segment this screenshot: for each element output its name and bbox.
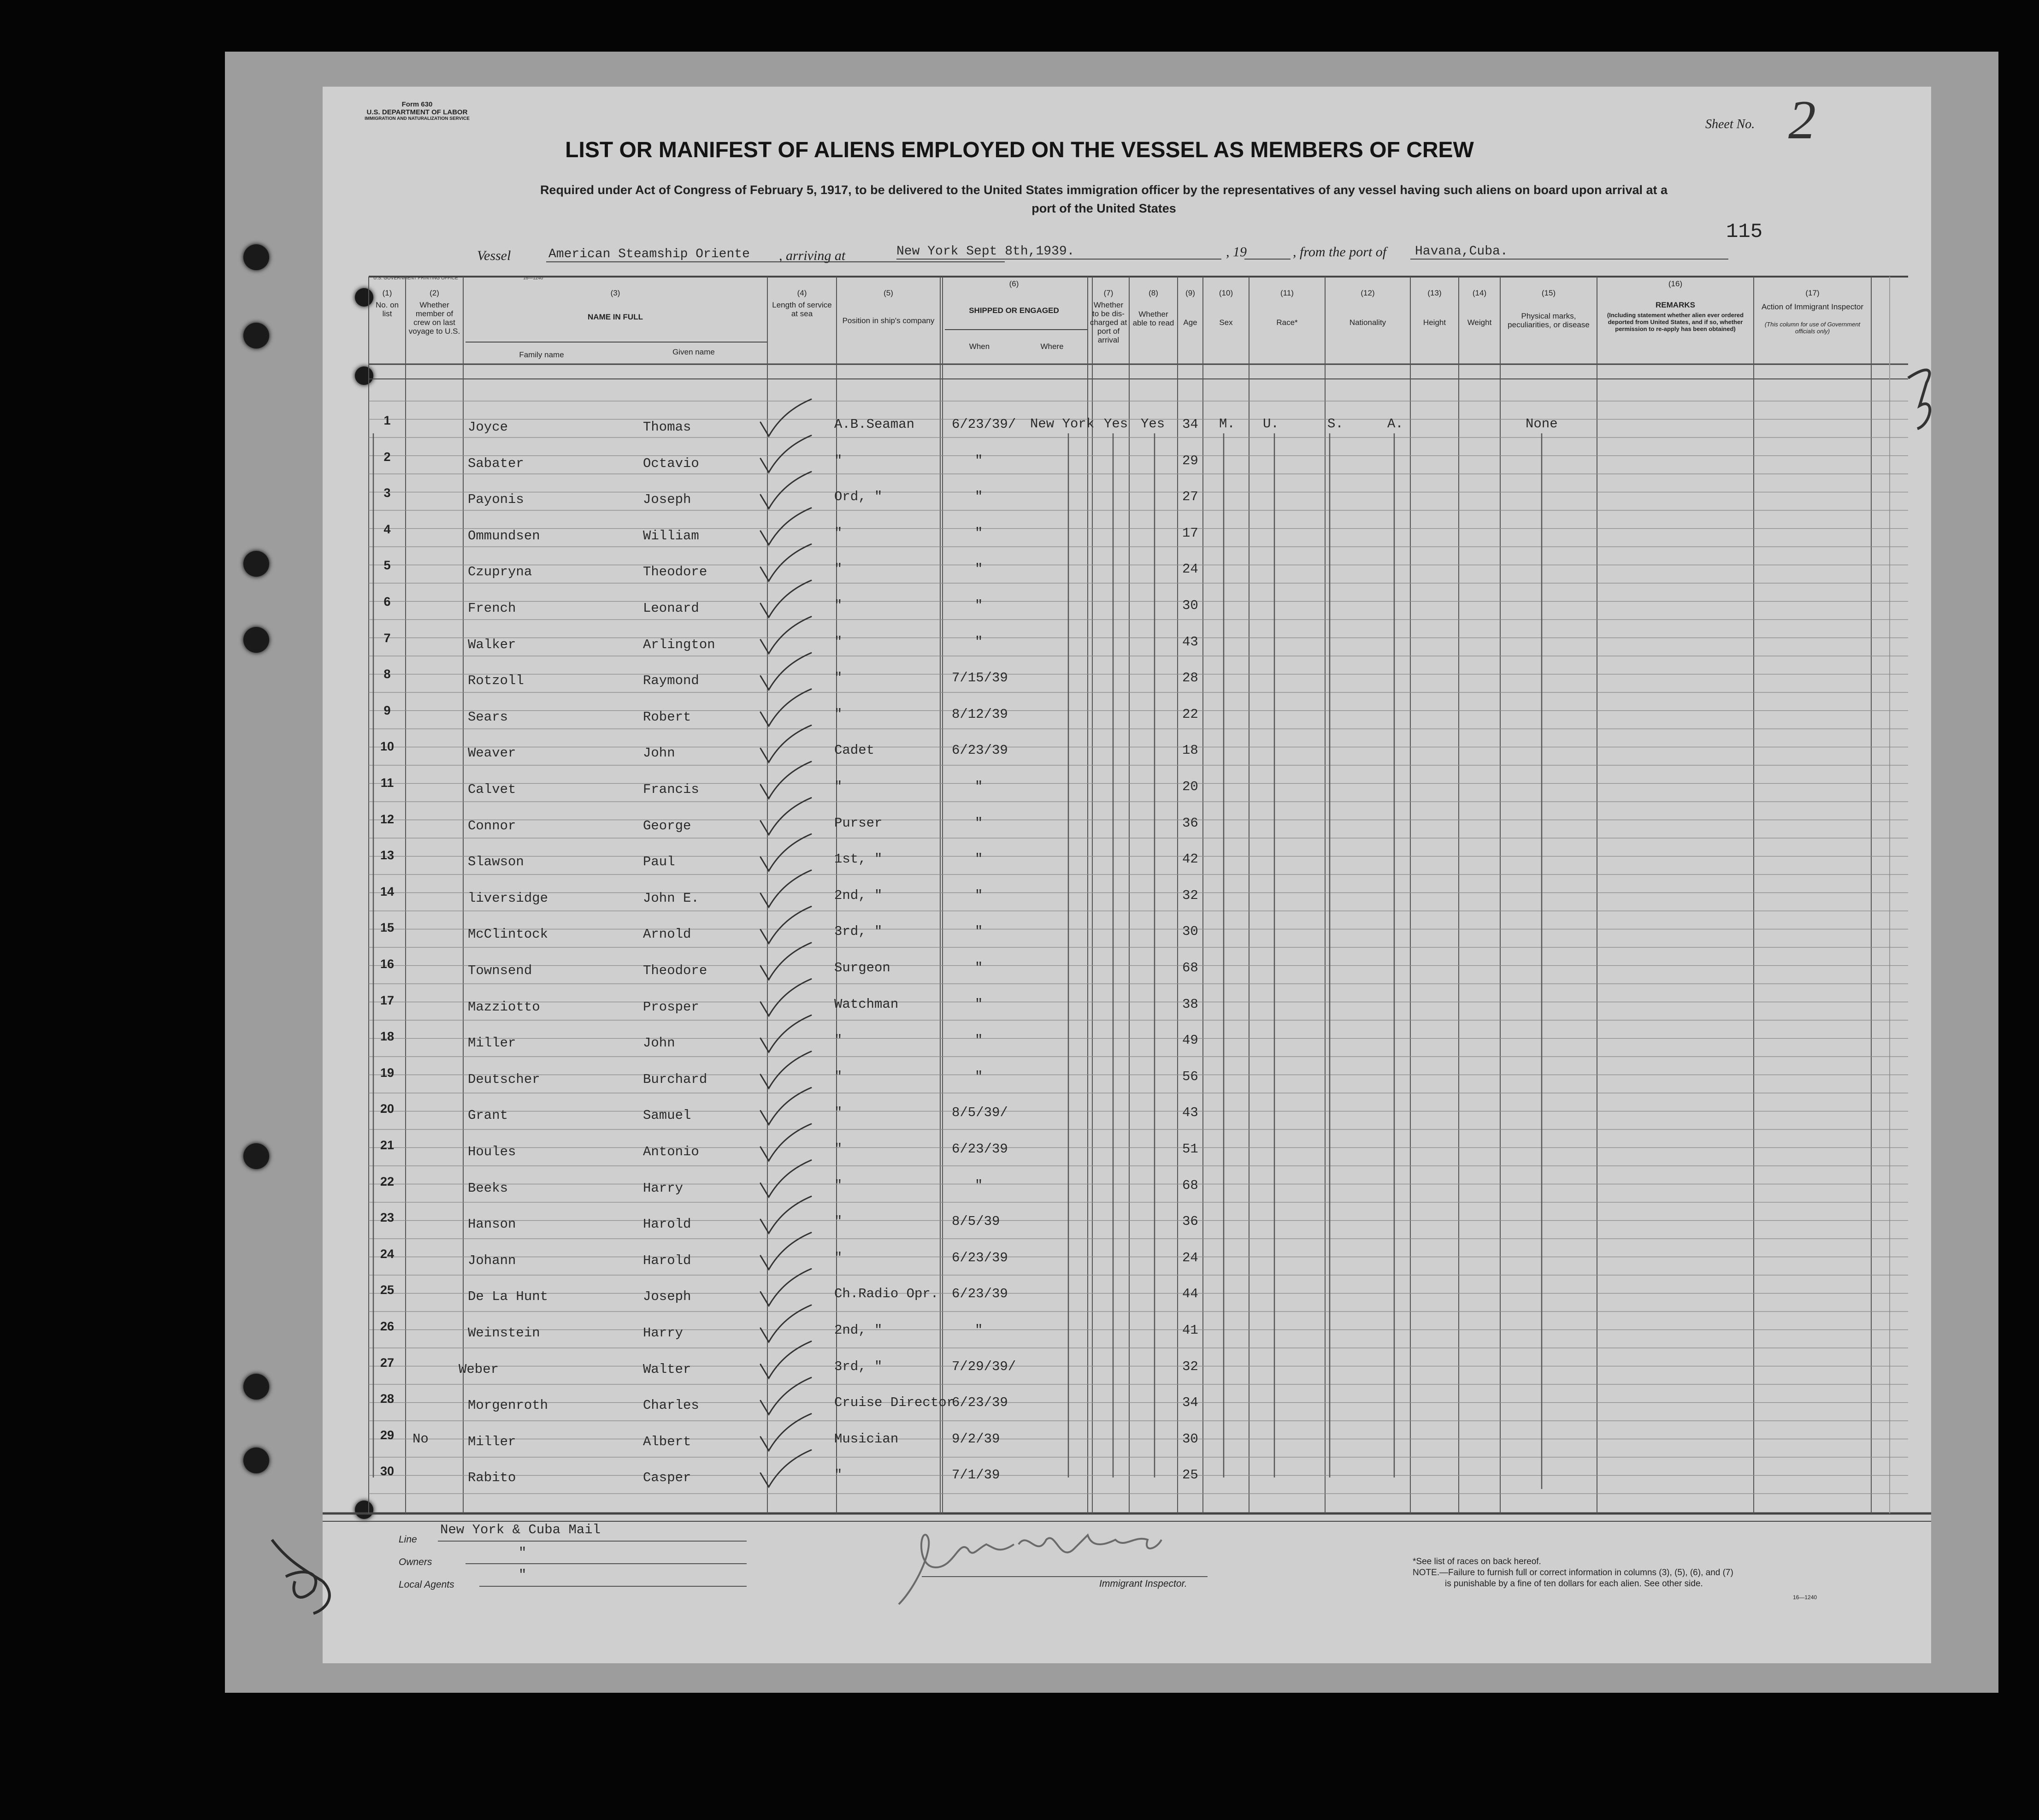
shipped-when: 8/5/39/ (952, 1105, 1008, 1121)
column-header-c13: Height (1423, 318, 1446, 327)
age: 24 (1182, 1250, 1198, 1265)
column-header-c2: Whether member of crew on last voyage to U.S. (408, 301, 460, 336)
age: 27 (1182, 489, 1198, 505)
service-check-mark (760, 508, 811, 545)
family-name: Sabater (468, 455, 524, 471)
given-name: Walter (643, 1361, 691, 1377)
age: 38 (1182, 996, 1198, 1012)
given-name: John (643, 1035, 675, 1051)
position: Ord, " (834, 489, 883, 505)
service-check-mark (760, 1015, 811, 1052)
row-number: 13 (380, 848, 395, 863)
family-name: Walker (468, 637, 516, 652)
row-number: 16 (380, 957, 395, 971)
row-number: 24 (380, 1247, 395, 1261)
family-name: De La Hunt (468, 1289, 548, 1305)
family-name: Calvet (468, 782, 516, 797)
position: 3rd, " (834, 924, 883, 940)
position: " (834, 1141, 843, 1157)
local-agents-label: Local Agents (399, 1579, 454, 1590)
shipped-when: 8/12/39 (952, 706, 1008, 722)
position: Watchman (834, 996, 899, 1012)
row-number: 14 (380, 884, 395, 898)
position: 2nd, " (834, 887, 883, 903)
age: 30 (1182, 598, 1198, 613)
column-header-c12: Nationality (1349, 318, 1386, 327)
family-name: Connor (468, 818, 516, 833)
failure-note: NOTE.—Failure to furnish full or correct information in columns (3), (5), (6), and (7) (1413, 1568, 1733, 1578)
arriving-value: New York Sept 8th,1939. (896, 244, 1075, 259)
column-number: (9) (1185, 289, 1195, 297)
service-check-mark (760, 653, 811, 690)
inspector-signature (899, 1535, 1161, 1604)
shipped-when: " (975, 887, 983, 903)
service-check-mark (760, 580, 811, 617)
age: 32 (1182, 1359, 1198, 1374)
column-header-c8: Whether able to read (1132, 310, 1174, 327)
position: Cruise Director (834, 1395, 955, 1411)
row-number: 21 (380, 1138, 395, 1152)
family-name: Deutscher (468, 1071, 540, 1087)
age: 30 (1182, 924, 1198, 940)
from-port-value: Havana,Cuba. (1415, 244, 1508, 259)
shipped-when: 6/23/39/ (952, 417, 1016, 432)
given-name: John E. (643, 890, 699, 906)
given-name: Theodore (643, 564, 707, 580)
row-number: 11 (380, 776, 394, 790)
service-check-mark (760, 1233, 811, 1270)
row1-where: New York (1030, 416, 1095, 431)
shipped-when: " (975, 996, 983, 1012)
given-name: Arlington (643, 637, 715, 652)
column-number: (2) (430, 289, 439, 297)
column-header-c7: Whether to be dis-charged at port of arrival (1090, 301, 1127, 344)
given-name: Octavio (643, 455, 699, 471)
given-name: Thomas (643, 420, 691, 435)
family-name: Weber (459, 1361, 499, 1377)
column-header-family-name: Family name (519, 350, 564, 359)
position: 1st, " (834, 851, 883, 867)
shipped-when: " (975, 1177, 983, 1193)
shipped-when: " (975, 525, 983, 541)
year-label: , 19 (1226, 244, 1247, 260)
column-number: (14) (1472, 289, 1487, 297)
service-check-mark (760, 1450, 811, 1487)
family-name: Ommundsen (468, 528, 540, 544)
position: Cadet (834, 743, 875, 758)
from-port-label: , from the port of (1293, 244, 1387, 260)
family-name: Czupryna (468, 564, 532, 580)
family-name: McClintock (468, 927, 548, 942)
shipped-when: 7/15/39 (952, 670, 1008, 686)
service-check-mark (760, 544, 811, 581)
column-header-c4: Length of service at sea (772, 301, 832, 318)
family-name: Weinstein (468, 1325, 540, 1341)
column-header-when: When (969, 342, 990, 351)
column-number: (12) (1361, 289, 1375, 297)
given-name: Albert (643, 1434, 691, 1449)
position: " (834, 634, 843, 650)
position: 3rd, " (834, 1359, 883, 1374)
column-header-c17: Action of Immigrant Inspector (1761, 302, 1864, 311)
shipped-when: " (975, 489, 983, 505)
shipped-when: 6/23/39 (952, 1395, 1008, 1411)
row-number: 26 (380, 1319, 395, 1333)
position: Ch.Radio Opr. (834, 1286, 939, 1302)
age: 68 (1182, 1177, 1198, 1193)
age: 44 (1182, 1286, 1198, 1302)
age: 36 (1182, 815, 1198, 831)
age: 20 (1182, 779, 1198, 794)
service-check-mark (760, 870, 811, 907)
row-number: 25 (380, 1283, 395, 1297)
family-name: Miller (468, 1434, 516, 1449)
column-header-shipped: SHIPPED OR ENGAGED (969, 306, 1059, 315)
row-number: 5 (383, 558, 391, 573)
tie-string (272, 1540, 330, 1613)
row-number: 15 (380, 921, 395, 935)
position: " (834, 670, 843, 686)
service-check-mark (760, 1341, 811, 1378)
manifest-title: LIST OR MANIFEST OF ALIENS EMPLOYED ON THE VESSEL AS MEMBERS OF CREW (565, 138, 1474, 162)
family-name: Hanson (468, 1217, 516, 1232)
service-check-mark (760, 979, 811, 1016)
family-name: Miller (468, 1035, 516, 1051)
row1-physical-marks: None (1526, 416, 1558, 431)
column-header-where: Where (1040, 342, 1064, 351)
row-number: 17 (380, 993, 395, 1007)
age: 18 (1182, 743, 1198, 758)
local-agents-value: " (519, 1567, 527, 1583)
column-number: (1) (382, 289, 392, 297)
line-label: Line (399, 1534, 417, 1545)
column-number: (10) (1219, 289, 1233, 297)
shipped-when: " (975, 779, 983, 794)
given-name: Joseph (643, 1289, 691, 1305)
position: " (834, 1033, 843, 1048)
row-number: 4 (383, 522, 391, 536)
shipped-when: " (975, 924, 983, 940)
column-number: (6) (1009, 279, 1019, 288)
age: 68 (1182, 960, 1198, 975)
column-number: (4) (797, 289, 807, 297)
given-name: William (643, 528, 699, 544)
family-name: Slawson (468, 854, 524, 870)
service-check-mark (760, 762, 811, 798)
given-name: Samuel (643, 1108, 691, 1123)
given-name: Theodore (643, 963, 707, 978)
shipped-when: " (975, 453, 983, 468)
position: Musician (834, 1431, 899, 1447)
fine-note: is punishable by a fine of ten dollars for each alien. See other side. (1445, 1579, 1703, 1589)
family-name: Mazziotto (468, 999, 540, 1015)
shipped-when: 7/29/39/ (952, 1359, 1016, 1374)
given-name: Francis (643, 782, 699, 797)
column-number: (17) (1805, 289, 1820, 297)
service-check-mark (760, 472, 811, 508)
vessel-label: Vessel (477, 248, 511, 263)
manifest-subtitle: Required under Act of Congress of February 5, 1917, to be delivered to the United States immigration officer by the representatives of any vessel having such aliens on board upon arrival at a port of the United States (540, 183, 1668, 215)
column-number: (11) (1280, 289, 1294, 297)
row-number: 28 (380, 1392, 395, 1406)
given-name: Burchard (643, 1071, 707, 1087)
family-name: Weaver (468, 745, 516, 761)
row-number: 18 (380, 1029, 395, 1044)
row-number: 20 (380, 1102, 395, 1116)
given-name: Robert (643, 709, 691, 725)
sheet-number-label: Sheet No. (1705, 117, 1755, 131)
column-number: (8) (1149, 289, 1158, 297)
line-value: New York & Cuba Mail (440, 1522, 601, 1537)
given-name: Harold (643, 1217, 691, 1232)
family-name: liversidge (468, 890, 548, 906)
row1-nationality-2: A. (1387, 416, 1403, 431)
given-name: Paul (643, 854, 675, 870)
age: 29 (1182, 453, 1198, 468)
shipped-when: 6/23/39 (952, 1286, 1008, 1302)
position: " (834, 453, 843, 468)
inspector-label: Immigrant Inspector. (1099, 1578, 1187, 1589)
row-number: 8 (383, 667, 391, 681)
row-number: 22 (380, 1174, 395, 1188)
form-id: Form 630 U.S. DEPARTMENT OF LABOR IMMIGRATION AND NATURALIZATION SERVICE (365, 100, 470, 121)
age: 36 (1182, 1214, 1198, 1229)
position: " (834, 1214, 843, 1229)
shipped-when: " (975, 851, 983, 867)
given-name: Casper (643, 1470, 691, 1486)
age: 56 (1182, 1069, 1198, 1084)
shipped-when: 8/5/39 (952, 1214, 1000, 1229)
position: 2nd, " (834, 1323, 883, 1338)
given-name: Prosper (643, 999, 699, 1015)
position: " (834, 706, 843, 722)
age: 30 (1182, 1431, 1198, 1447)
position: A.B.Seaman (834, 417, 915, 432)
family-name: Sears (468, 709, 508, 725)
age: 43 (1182, 634, 1198, 650)
column-header-given-name: Given name (672, 348, 715, 356)
age: 34 (1182, 1395, 1198, 1411)
shipped-when: " (975, 960, 983, 975)
service-check-mark (760, 399, 811, 436)
position: " (834, 525, 843, 541)
shipped-when: " (975, 598, 983, 613)
family-name: Townsend (468, 963, 532, 978)
column-number: (13) (1427, 289, 1442, 297)
row-number: 9 (383, 703, 391, 717)
sheet-number: 2 (1788, 89, 1816, 150)
given-name: Harry (643, 1180, 684, 1196)
row1-able-to-read: Yes (1141, 416, 1165, 431)
service-check-mark (760, 1305, 811, 1342)
row-number: 2 (383, 449, 391, 464)
column-header-c5: Position in ship's company (842, 316, 935, 325)
age: 25 (1182, 1467, 1198, 1483)
shipped-when: " (975, 1323, 983, 1338)
family-name: Johann (468, 1253, 516, 1268)
given-name: George (643, 818, 691, 833)
age: 49 (1182, 1033, 1198, 1048)
family-name: Beeks (468, 1180, 508, 1196)
row-number: 1 (383, 414, 391, 427)
family-name: Houles (468, 1144, 516, 1159)
service-check-mark (760, 1377, 811, 1414)
given-name: Charles (643, 1398, 699, 1413)
family-name: Grant (468, 1108, 508, 1123)
row-number: 23 (380, 1211, 395, 1225)
page-number: 115 (1726, 220, 1763, 243)
position: " (834, 1105, 843, 1121)
family-name: Morgenroth (468, 1398, 548, 1413)
shipped-when: 6/23/39 (952, 1250, 1008, 1265)
service-check-mark (760, 1052, 811, 1088)
row-number: 7 (383, 631, 391, 645)
row-number: 12 (380, 812, 395, 826)
owners-label: Owners (399, 1557, 432, 1567)
age: 22 (1182, 706, 1198, 722)
age: 51 (1182, 1141, 1198, 1157)
races-note: *See list of races on back hereof. (1413, 1557, 1541, 1566)
position: " (834, 561, 843, 577)
column-number: (3) (610, 289, 620, 297)
family-name: Joyce (468, 420, 508, 435)
family-name: Payonis (468, 492, 524, 508)
service-check-mark (760, 943, 811, 980)
given-name: Raymond (643, 673, 699, 689)
column-number: (15) (1541, 289, 1556, 297)
vessel-name: American Steamship Oriente (548, 247, 750, 261)
column-header-c9: Age (1183, 318, 1197, 327)
column-header-c17-note: (This column for use of Government officials only) (1764, 321, 1861, 335)
row1-discharged: Yes (1104, 416, 1128, 431)
column-header-c1: No. on list (375, 301, 399, 318)
shipped-when: 9/2/39 (952, 1431, 1000, 1447)
row-number: 30 (380, 1464, 395, 1478)
row1-race: U. (1263, 416, 1279, 431)
row-number: 27 (380, 1355, 395, 1370)
position: " (834, 1250, 843, 1265)
position: " (834, 1467, 843, 1483)
shipped-when: 7/1/39 (952, 1467, 1000, 1483)
given-name: Leonard (643, 601, 699, 616)
prior-voyage: No (413, 1431, 429, 1447)
row-number: 10 (380, 739, 395, 754)
margin-mark (1908, 370, 1930, 429)
column-number: (7) (1103, 289, 1114, 297)
owners-value: " (519, 1545, 527, 1560)
position: Surgeon (834, 960, 890, 975)
position: " (834, 1177, 843, 1193)
row-number: 6 (383, 595, 391, 609)
column-header-remarks: REMARKS (1656, 301, 1695, 309)
column-header-remarks-note: (Including statement whether alien ever ordered deported from United States, and if so, whether permission to re-apply has been obtained) (1607, 312, 1744, 332)
family-name: Rotzoll (468, 673, 524, 689)
age: 28 (1182, 670, 1198, 686)
position: " (834, 598, 843, 613)
service-check-mark (760, 617, 811, 654)
service-check-mark (760, 798, 811, 835)
shipped-when: " (975, 1033, 983, 1048)
given-name: Antonio (643, 1144, 699, 1159)
position: Purser (834, 815, 883, 831)
family-name: Rabito (468, 1470, 516, 1486)
service-check-mark (760, 436, 811, 473)
printing-office: U.S. GOVERNMENT PRINTING OFFICE (373, 276, 458, 281)
age: 42 (1182, 851, 1198, 867)
service-check-mark (760, 906, 811, 943)
column-number: (5) (884, 289, 893, 297)
family-name: French (468, 601, 516, 616)
shipped-when: " (975, 561, 983, 577)
given-name: Harold (643, 1253, 691, 1268)
service-check-mark (760, 1414, 811, 1451)
arriving-label: , arriving at (779, 248, 846, 263)
service-check-mark (760, 1196, 811, 1233)
service-check-mark (760, 689, 811, 726)
shipped-when: " (975, 634, 983, 650)
column-header-c14: Weight (1467, 318, 1492, 327)
given-name: Joseph (643, 492, 691, 508)
shipped-when: 6/23/39 (952, 743, 1008, 758)
age: 34 (1182, 417, 1198, 432)
column-header-c10: Sex (1219, 318, 1233, 327)
shipped-when: " (975, 815, 983, 831)
row-number: 3 (383, 486, 391, 500)
shipped-when: 6/23/39 (952, 1141, 1008, 1157)
print-code: 16—1240 (523, 276, 543, 281)
age: 43 (1182, 1105, 1198, 1121)
service-check-mark (760, 834, 811, 871)
given-name: Harry (643, 1325, 684, 1341)
service-check-mark (760, 725, 811, 762)
age: 24 (1182, 561, 1198, 577)
column-header-c15: Physical marks, peculiarities, or disease (1508, 312, 1590, 329)
shipped-when: " (975, 1069, 983, 1084)
row-number: 19 (380, 1065, 395, 1080)
column-header-c11: Race* (1276, 318, 1298, 327)
age: 32 (1182, 887, 1198, 903)
position: " (834, 1069, 843, 1084)
row1-nationality-1: S. (1327, 416, 1344, 431)
given-name: John (643, 745, 675, 761)
position: " (834, 779, 843, 794)
column-header-name: NAME IN FULL (588, 313, 643, 321)
age: 17 (1182, 525, 1198, 541)
row1-sex: M. (1219, 416, 1235, 431)
footer-code: 16—1240 (1793, 1594, 1817, 1601)
given-name: Arnold (643, 927, 691, 942)
row-number: 29 (380, 1428, 395, 1442)
age: 41 (1182, 1323, 1198, 1338)
service-check-mark (760, 1269, 811, 1306)
column-number: (16) (1668, 279, 1683, 288)
